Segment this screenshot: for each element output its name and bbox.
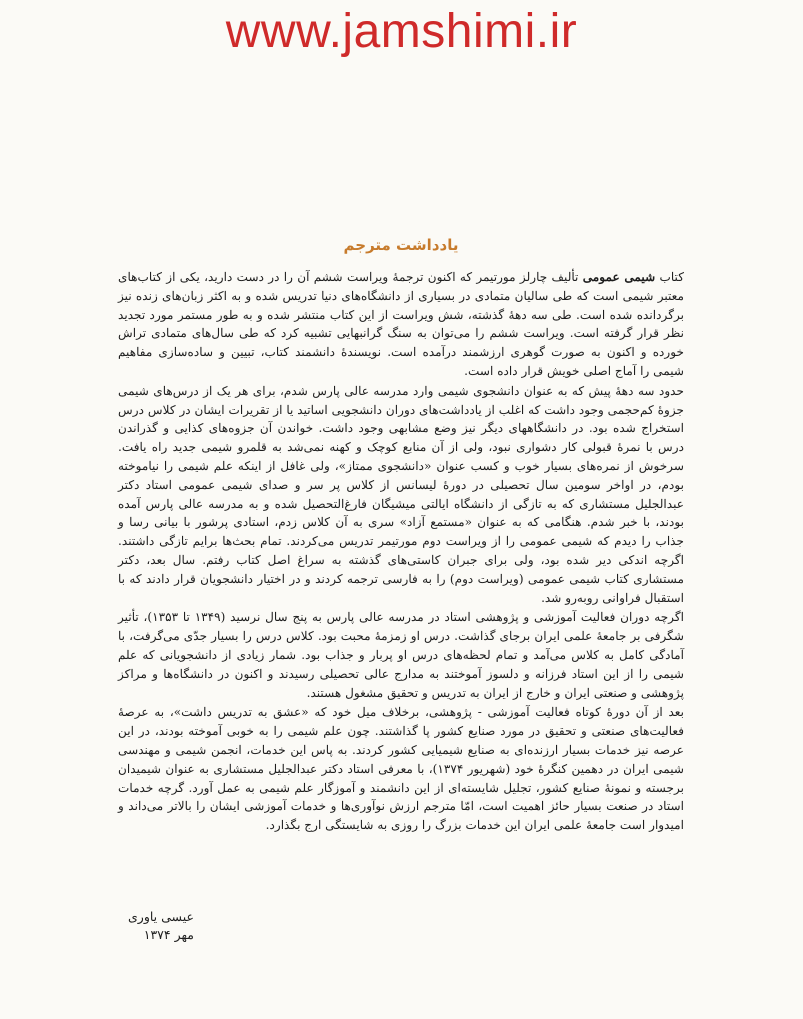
paragraph-1-text: تألیف چارلز مورتیمر که اکنون ترجمهٔ ویراست ششم آن را در دست دارید، یکی از کتاب‌های معتبر شیمی است که طی سالیان متمادی در بسیاری از دانشگاه‌های دنیا تدریس شده و به اکثر زبان‌های زنده نیز برگردانده شده است. طی سه دههٔ گذشته، شش ویراست از این کتاب منتشر شده و به طور مستمر مورد تجدید نظر قرار گرفته است. ویراست ششم را می‌توان به سنگ گرانبهایی تشبیه کرد که طی سال‌های متمادی تراش خورده و اکنون به صورت گوهری ارزشمند درآمده است. نویسندهٔ دانشمند کتاب، تبیین و ساده‌سازی مفاهیم شیمی را آماج اصلی خویش قرار داده است. bbox=[118, 270, 684, 378]
paragraph-2: حدود سه دههٔ پیش که به عنوان دانشجوی شیمی وارد مدرسه عالی پارس شدم، برای هر یک از درس‌های شیمی جزوهٔ کم‌حجمی وجود داشت که اغلب از یادداشت‌های دوران دانشجویی اساتید یا از تقریرات ایشان در کلاس درس استخراج شده بود. در دانشگاههای دیگر نیز وضع مشابهی وجود داشت. خواندن آن جزوه‌های کذایی و گذراندن درس با نمرهٔ قبولی کار دشواری نبود، ولی از آن منابع کوچک و کهنه نمی‌شد به قلمرو شیمی جدید راه یافت. سرخوش از نمره‌های بسیار خوب و کسب عنوان «دانشجوی ممتاز»، ولی غافل از اینکه علم شیمی را نیاموخته بودم، در اواخر سومین سال تحصیلی در دورهٔ لیسانس از کلاس پر سر و صدای شیمی عمومی استاد دکتر عبدالجلیل مستشاری که به تازگی از دانشگاه ایالتی میشیگان فارغ‌التحصیل شده و به مدرسه عالی پارس آمده بودند، با خبر شدم. هنگامی که به عنوان «مستمع آزاد» سری به آن کلاس زدم، استادی پرشور با بیانی رسا و جذاب را دیدم که شیمی عمومی را از ویراست دوم مورتیمر تدریس می‌کردند. تمام بحث‌ها برایم تازگی داشتند. اگرچه اندکی دیر شده بود، ولی برای جبران کاستی‌های گذشته به سراغ اصل کتاب رفتم. سال بعد، دکتر مستشاری کتاب شیمی عمومی (ویراست دوم) را به فارسی ترجمه کردند و در اختیار دانشجویان قرار دادند که با استقبال فراوانی روبه‌رو شد. bbox=[118, 383, 684, 605]
book-name: شیمی عمومی bbox=[582, 270, 656, 284]
translator-note-page bbox=[118, 236, 684, 835]
page-title: یادداشت مترجم bbox=[343, 236, 459, 254]
signature-date: مهر ۱۳۷۴ bbox=[143, 927, 194, 942]
site-watermark: www.jamshimi.ir bbox=[225, 5, 578, 58]
paragraph-1-intro: کتاب bbox=[659, 270, 684, 284]
signature-block bbox=[128, 908, 194, 944]
paragraph-3: اگرچه دوران فعالیت آموزشی و پژوهشی استاد در مدرسه عالی پارس به پنج سال نرسید (۱۳۴۹ تا ۱۳۵۳)، تأثیر شگرفی بر جامعهٔ علمی ایران برجای گذاشت. درس او زمزمهٔ محبت بود. کلاس درس را بسیار جدّی می‌گرفت، با آمادگی کامل به کلاس می‌آمد و تمام لحظه‌های درس او پربار و جذاب بود. شمار زیادی از دانشجویانی که علم شیمی را از این استاد فرزانه و دلسوز آموختند به مدارج عالی تحصیلی رسیدند و اکنون در دانشگاه‌ها و مراکز پژوهشی و صنعتی ایران و خارج از ایران به تدریس و تحقیق مشغول هستند. bbox=[118, 610, 684, 700]
paragraph-4: بعد از آن دورهٔ کوتاه فعالیت آموزشی - پژوهشی، برخلاف میل خود که «عشق به تدریس داشت»، به عرصهٔ فعالیت‌های صنعتی و تحقیق در مورد صنایع کشور پا گذاشتند. چون علم شیمی را به خوبی آموخته بودند، در این عرصه نیز خدمات بسیار ارزنده‌ای به صنایع شیمیایی کشور کردند. به پاس این خدمات، انجمن شیمی و مهندسی شیمی ایران در دهمین کنگرهٔ خود (شهریور ۱۳۷۴)، با معرفی استاد دکتر عبدالجلیل مستشاری به عنوان شیمیدان برجسته و نمونهٔ صنایع کشور، تجلیل شایسته‌ای از این دانشمند و آموزگار علم شیمی به عمل آورد. گرچه خدمات استاد در صنعت بسیار حائز اهمیت است، امّا مترجم ارزش نوآوری‌ها و خدمات آموزشی ایشان را بالاتر می‌داند و امیدوار است جامعهٔ علمی ایران این خدمات بزرگ را روزی به شایستگی ارج بگذارد. bbox=[118, 705, 684, 833]
paragraph-1 bbox=[118, 268, 684, 381]
translator-name: عیسی یاوری bbox=[128, 909, 194, 924]
